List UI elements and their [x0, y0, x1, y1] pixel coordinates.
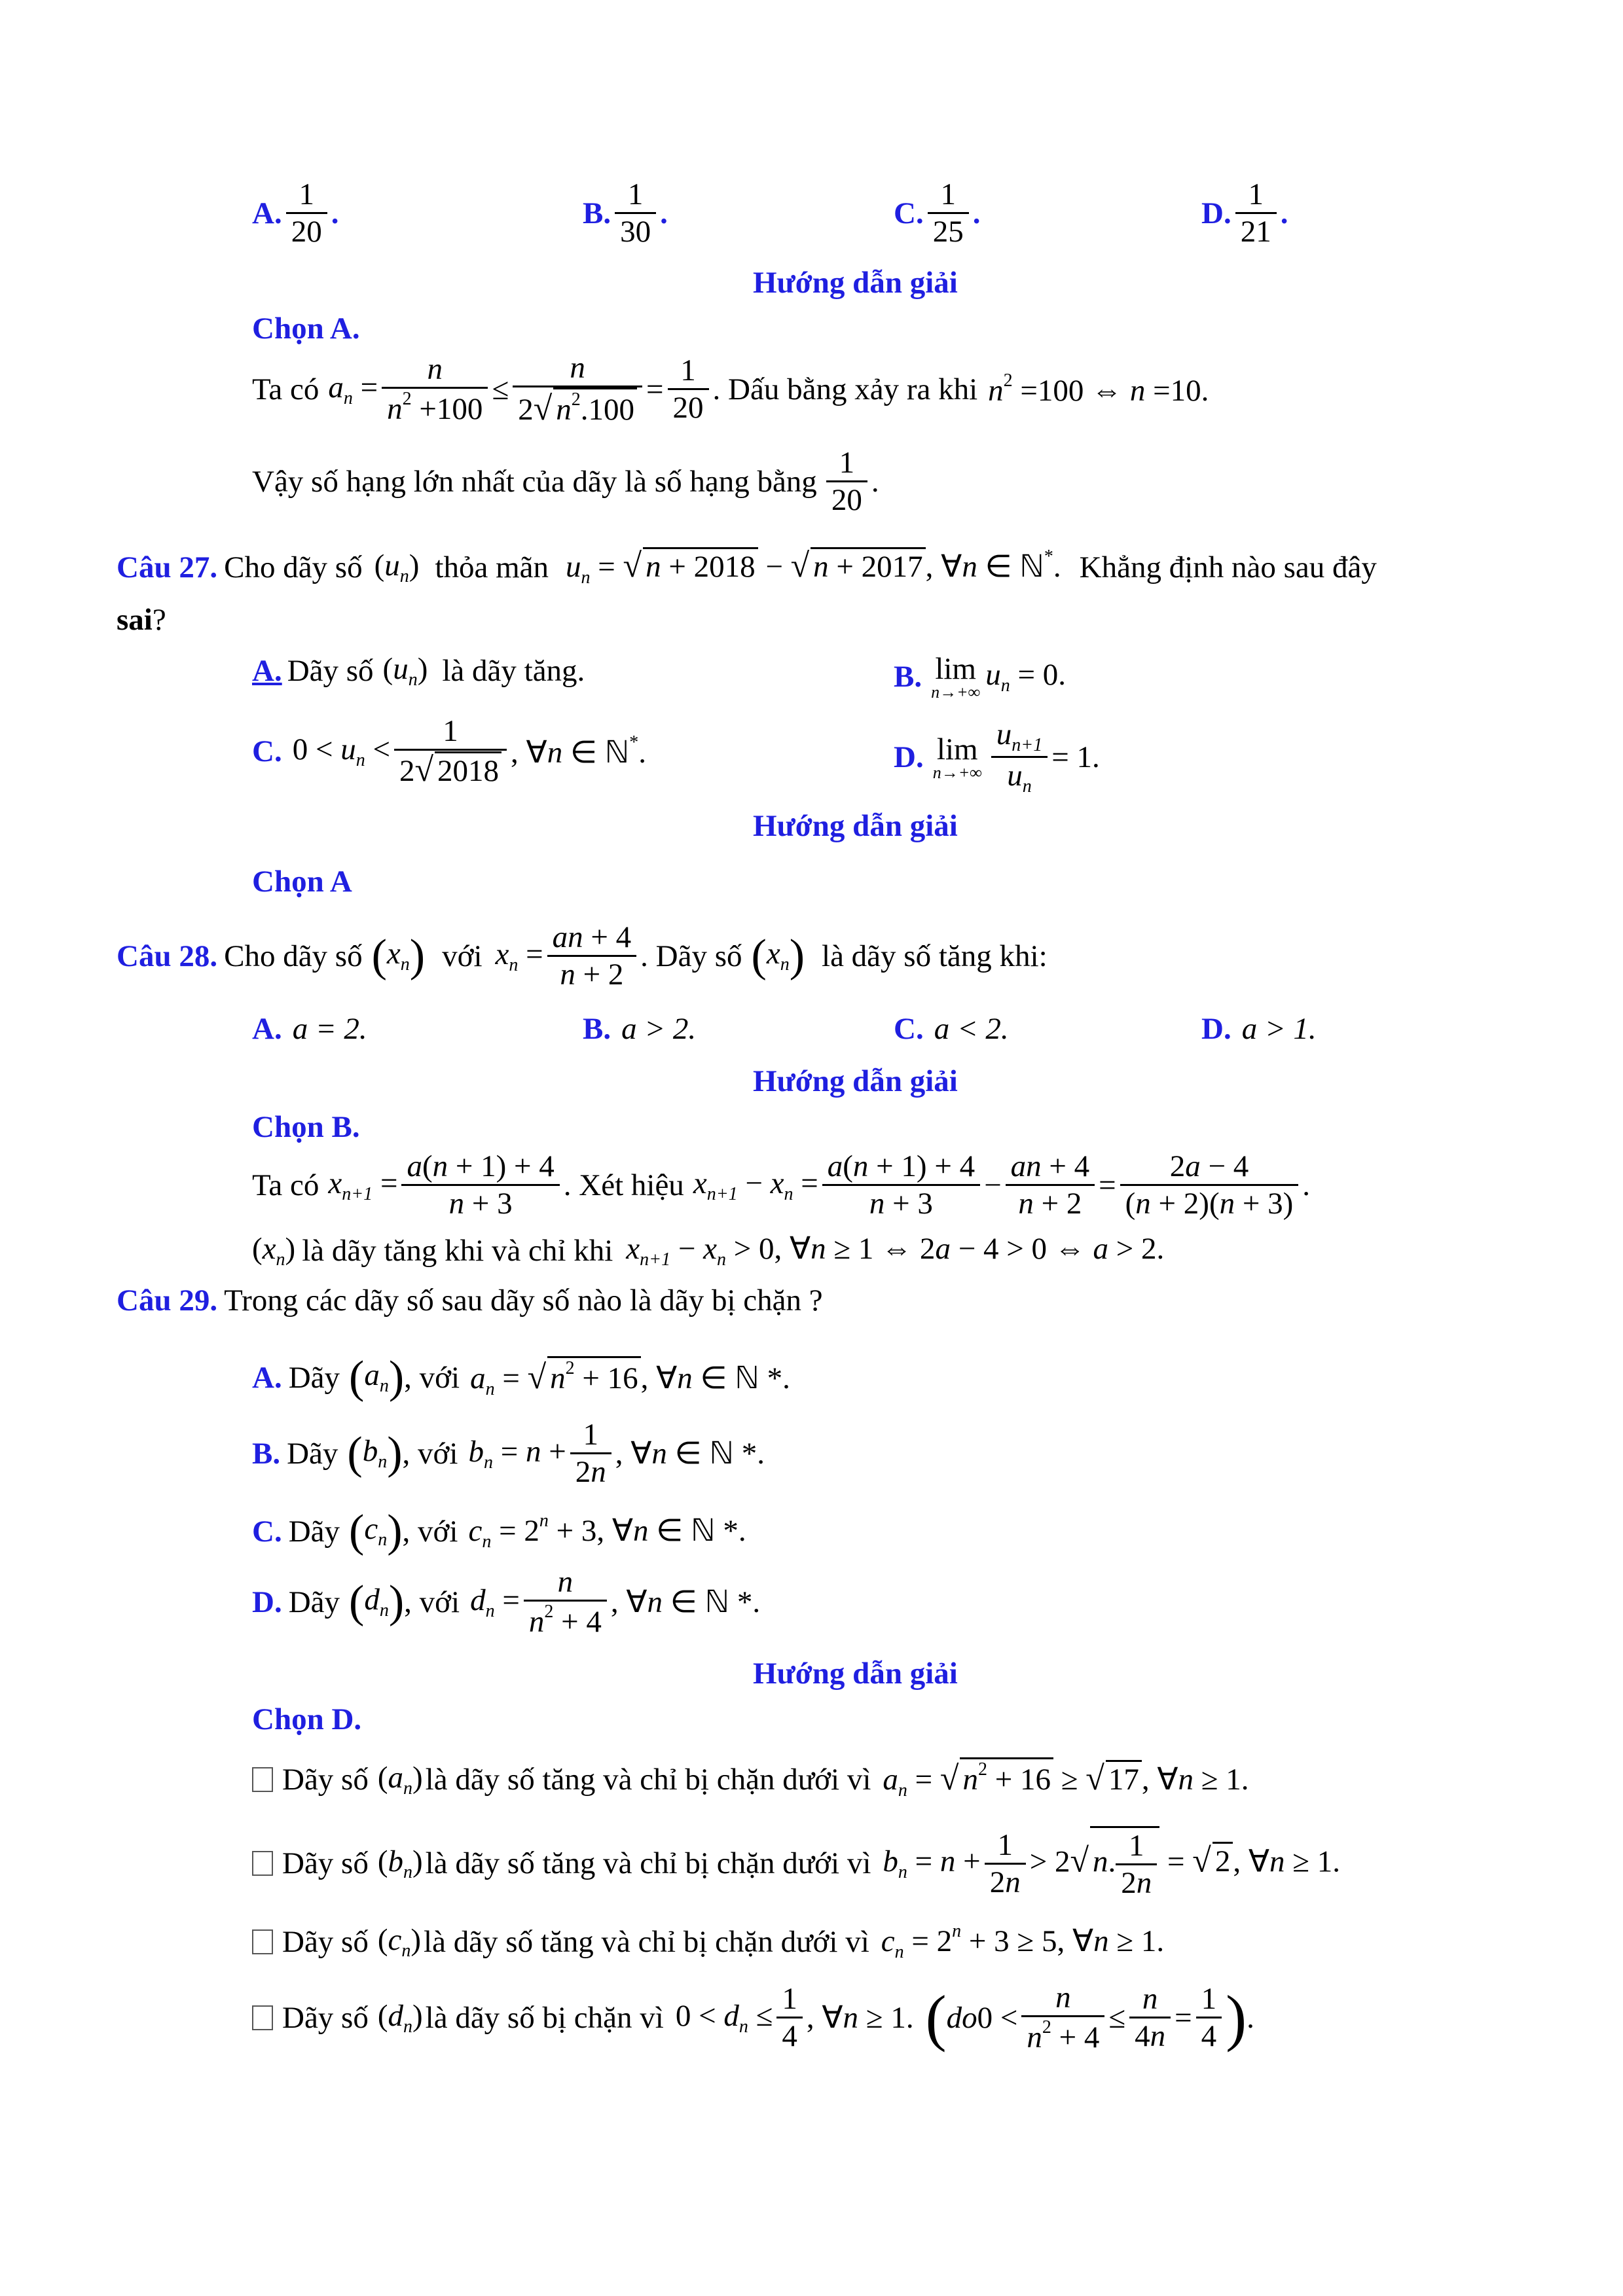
option-label: B. — [583, 1012, 611, 1046]
bullet-box-icon — [252, 2005, 273, 2030]
q26-option-a: A. $\frac{1}{20}$ . — [252, 177, 339, 249]
option-label: B. — [252, 1436, 281, 1471]
q26-option-b: B. $\frac{1}{30}$ . — [583, 177, 668, 249]
q29-solution-a: Dãy số $(a_n)$ là dãy số tăng và chỉ bị chặn dưới vì $a_n$ = √ $n^2 + 16$ ≥ √ 17, ∀n ≥ 1. — [252, 1757, 1249, 1801]
q28-option-b: B. a > 2. — [583, 1012, 697, 1046]
option-label: A. — [252, 1361, 282, 1395]
q27-stem-end: sai? — [117, 603, 166, 637]
bullet-box-icon — [252, 1929, 273, 1954]
option-label: C. — [894, 196, 924, 230]
option-label: C. — [252, 734, 282, 769]
option-label: A. — [252, 1012, 282, 1046]
question-label: Câu 29. — [117, 1283, 218, 1318]
option-label: D. — [894, 740, 924, 774]
q27-choice: Chọn A — [252, 865, 352, 899]
q27-stem: Câu 27. Cho dãy số $(u_n)$ thỏa mãn $u_n$ = √ n + 2018 − √ n + 2017, ∀n ∈ ℕ*. Khẳng định nào sau đây — [117, 547, 1377, 588]
q29-solution-d: Dãy số $(d_n)$ là dãy số bị chặn vì $0 < d_n$ ≤ $\frac{1}{4}$ , ∀n ≥ 1. ( do 0 < $\frac{n}{n^2 + 4}$ ≤ $\frac{n}{4n}$ = $\frac{1}{4}$ ) . — [252, 1980, 1254, 2055]
q29-solution-c: Dãy số $(c_n)$ là dãy số tăng và chỉ bị chặn dưới vì $c_n = 2^n + 3 \ge 5$, ∀n ≥ 1. — [252, 1921, 1164, 1963]
q26-solution-line2: Vậy số hạng lớn nhất của dãy là số hạng bằng $\frac{1}{20}$ . — [252, 446, 879, 518]
q28-guide-heading: Hướng dẫn giải — [753, 1064, 958, 1098]
q26-guide-heading: Hướng dẫn giải — [753, 266, 958, 300]
q29-stem: Câu 29. Trong các dãy số sau dãy số nào là dãy bị chặn ? — [117, 1283, 823, 1318]
option-label: A. — [252, 196, 282, 230]
q26-solution-line1: Ta có $a_n$ = $\frac{n}{n^2 +100}$ ≤ $\frac{n}{2√ n^2.100}$ = $\frac{1}{20}$ . Dấu bằng xảy ra khi $n^2 =100$ ⇔ n =10. — [252, 351, 1209, 428]
option-label: D. — [252, 1585, 282, 1619]
question-label: Câu 27. — [117, 550, 218, 584]
fraction: $\frac{1}{30}$ — [615, 177, 656, 249]
question-label: Câu 28. — [117, 939, 218, 973]
option-label: B. — [583, 196, 611, 230]
q27-guide-heading: Hướng dẫn giải — [753, 809, 958, 843]
q26-option-c: C. $\frac{1}{25}$ . — [894, 177, 981, 249]
option-label: D. — [1201, 196, 1231, 230]
q29-choice: Chọn D. — [252, 1702, 362, 1736]
q28-option-a: A. a = 2. — [252, 1012, 367, 1046]
q27-option-c: C. $0 < u_n$ < $\frac{1}{2√ 2018}$ , ∀n ∈ ℕ*. — [252, 714, 647, 789]
q26-choice: Chọn A. — [252, 312, 360, 346]
q28-option-c: C. a < 2. — [894, 1012, 1009, 1046]
option-label: B. — [894, 660, 922, 694]
q28-option-d: D. a > 1. — [1201, 1012, 1317, 1046]
q27-option-a: A. Dãy số $(u_n)$ là dãy tăng. — [252, 652, 585, 690]
q29-option-d: D. Dãy $(d_n)$ , với $d_n$ = $\frac{n}{n^2 + 4}$ , ∀n ∈ ℕ *. — [252, 1565, 761, 1640]
q29-option-a: A. Dãy $(a_n)$ , với $a_n$ = √ $n^2 + 16$, ∀n ∈ ℕ *. — [252, 1352, 790, 1403]
q28-solution-line2: $(x_n)$ là dãy tăng khi và chỉ khi $x_{n+1} - x_n > 0$, ∀n ≥ 1 ⇔ 2a − 4 > 0 ⇔ a > 2. — [252, 1231, 1165, 1270]
q28-stem: Câu 28. Cho dãy số $(x_n)$ với $x_n$ = $\frac{an + 4}{n + 2}$ . Dãy số $(x_n)$ là dãy số tăng khi: — [117, 920, 1048, 992]
q28-solution-line1: Ta có $x_{n+1}$ = $\frac{a(n + 1) + 4}{n + 3}$ . Xét hiệu $x_{n+1} - x_n$ = $\frac{a(n + 1) + 4}{n + 3}$ − $\frac{an + 4}{n + 2}$ = $\frac{2a - 4}{(n + 2)(n + 3)}$ . — [252, 1149, 1311, 1221]
q26-option-d: D. $\frac{1}{21}$ . — [1201, 177, 1288, 249]
fraction: $\frac{1}{21}$ — [1235, 177, 1277, 249]
option-label: C. — [252, 1515, 282, 1549]
option-label: D. — [1201, 1012, 1231, 1046]
option-label: A. — [252, 654, 282, 688]
bullet-box-icon — [252, 1767, 273, 1792]
q29-solution-b: Dãy số $(b_n)$ là dãy số tăng và chỉ bị chặn dưới vì $b_n = n$ + $\frac{1}{2n}$ > 2√ n. $\frac{1}{2n}$ = √ 2, ∀n ≥ 1. — [252, 1826, 1340, 1901]
option-label: C. — [894, 1012, 924, 1046]
fraction: $\frac{1}{20}$ — [286, 177, 327, 249]
q29-option-b: B. Dãy $(b_n)$ , với $b_n = n$ + $\frac{1}{2n}$ , ∀n ∈ ℕ *. — [252, 1418, 765, 1490]
bullet-box-icon — [252, 1851, 273, 1876]
q29-guide-heading: Hướng dẫn giải — [753, 1657, 958, 1691]
q27-option-b: B. lim n→+∞ $u_n = 0$. — [894, 652, 1066, 702]
q29-option-c: C. Dãy $(c_n)$ , với $c_n = 2^n + 3$, ∀n ∈ ℕ *. — [252, 1506, 746, 1556]
q28-choice: Chọn B. — [252, 1110, 360, 1144]
fraction: $\frac{1}{25}$ — [928, 177, 969, 249]
q27-option-d: D. lim n→+∞ $\frac{u_{n+1}}{u_n}$ = 1. — [894, 717, 1100, 797]
